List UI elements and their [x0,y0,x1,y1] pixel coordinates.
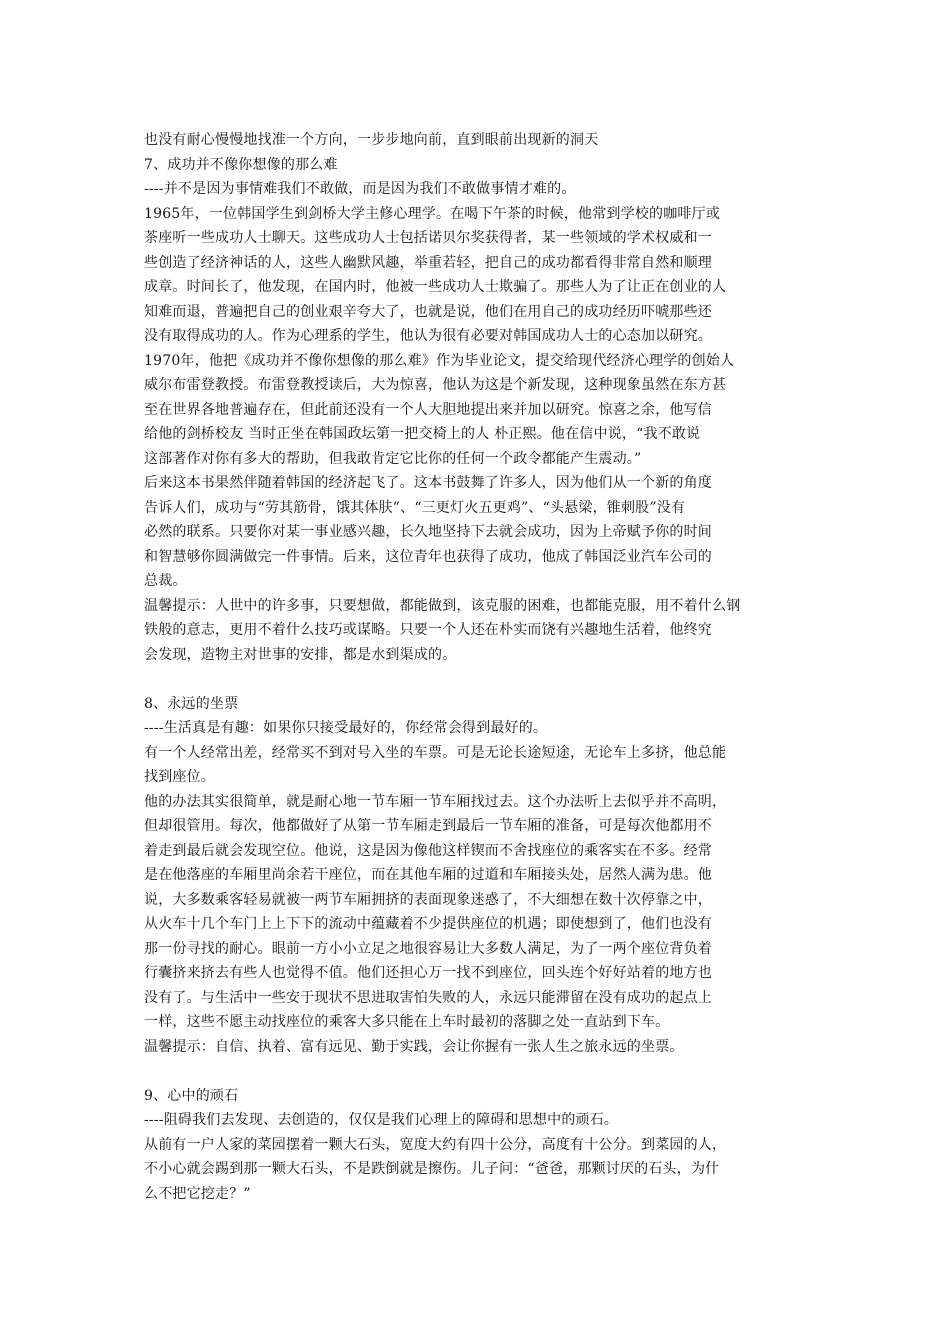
text-line: 7、成功并不像你想像的那么难 [144,156,338,173]
text-line: 从火车十几个车门上上下下的流动中蕴藏着不少提供座位的机遇；即使想到了，他们也没有 [144,916,712,932]
text-line: 知难而退，普遍把自己的创业艰辛夸大了，也就是说，他们在用自己的成功经历吓唬那些还 [144,303,712,320]
text-line: ----并不是因为事情难我们不敢做，而是因为我们不敢做事情才难的。 [144,181,576,197]
section-7-block [144,128,810,667]
text-line: 找到座位。 [144,769,215,785]
text-line: 也没有耐心慢慢地找准一个方向，一步步地向前，直到眼前出现新的洞天 [144,132,599,148]
text-line: 有一个人经常出差，经常买不到对号入坐的车票。可是无论长途短途，无论车上多挤，他总能 [144,744,727,761]
text-line: 一样，这些不愿主动找座位的乘客大多只能在上车时最初的落脚之处一直站到下车。 [144,1014,670,1030]
text-line: 8、永远的坐票 [144,695,239,712]
text-line: 茶座听一些成功人士聊天。这些成功人士包括诺贝尔奖获得者，某一些领域的学术权威和一 [144,230,712,246]
text-line: 后来这本书果然伴随着韩国的经济起飞了。这本书鼓舞了许多人，因为他们从一个新的角度 [144,475,712,491]
text-line: 会发现，造物主对世事的安排，都是水到渠成的。 [144,646,457,663]
text-line: 威尔布雷登教授。布雷登教授读后，大为惊喜，他认为这是个新发现，这种现象虽然在东方甚 [144,377,727,393]
text-line: 和智慧够你圆满做完一件事情。后来，这位青年也获得了成功，他成了韩国泛业汽车公司的 [144,548,712,565]
document-body [144,128,810,1206]
text-line: 1970年，他把《成功并不像你想像的那么难》作为毕业论文，提交给现代经济心理学的创始人 [144,352,735,369]
text-line: 必然的联系。只要你对某一事业感兴趣，长久地坚持下去就会成功，因为上帝赋予你的时间 [144,524,712,540]
section-9-block [144,1084,810,1207]
paragraph-gap [144,1059,810,1084]
text-line: ----生活真是有趣：如果你只接受最好的，你经常会得到最好的。 [144,720,548,736]
text-line: 告诉人们，成功与“劳其筋骨，饿其体肤”、“三更灯火五更鸡”、“头悬梁，锥刺股”没有 [144,499,686,516]
paragraph-gap [144,667,810,692]
text-line: 至在世界各地普遍存在，但此前还没有一个人大胆地提出来并加以研究。惊喜之余，他写信 [144,401,712,418]
text-line: 从前有一户人家的菜园摆着一颗大石头，宽度大约有四十公分，高度有十公分。到菜园的人， [144,1136,727,1153]
text-line: 1965年，一位韩国学生到剑桥大学主修心理学。在喝下午茶的时候，他常到学校的咖啡厅或 [144,205,721,222]
text-line: 温馨提示：自信、执着、富有远见、勤于实践，会让你握有一张人生之旅永远的坐票。 [144,1038,684,1055]
text-line: 是在他落座的车厢里尚余若干座位，而在其他车厢的过道和车厢接头处，居然人满为患。他 [144,867,712,883]
text-line: 着走到最后就会发现空位。他说，这是因为像他这样锲而不舍找座位的乘客实在不多。经常 [144,842,712,859]
text-line: ----阻碍我们去发现、去创造的，仅仅是我们心理上的障碍和思想中的顽石。 [144,1112,619,1128]
text-line: 温馨提示：人世中的许多事，只要想做，都能做到，该克服的困难，也都能克服，用不着什么钢 [144,597,741,614]
text-line: 说，大多数乘客轻易就被一两节车厢拥挤的表面现象迷惑了，不大细想在数十次停靠之中， [144,891,712,908]
text-line: 不小心就会踢到那一颗大石头，不是跌倒就是擦伤。儿子问：“爸爸，那颗讨厌的石头，为什 [144,1161,720,1177]
text-line: 成章。时间长了，他发现，在国内时，他被一些成功人士欺骗了。那些人为了让正在创业的人 [144,279,727,295]
text-line: 那一份寻找的耐心。眼前一方小小立足之地很容易让大多数人满足，为了一两个座位背负着 [144,940,712,957]
text-line: 些创造了经济神话的人，这些人幽默风趣，举重若轻，把自己的成功都看得非常自然和顺理 [144,254,712,271]
text-line: 行囊挤来挤去有些人也觉得不值。他们还担心万一找不到座位，回头连个好好站着的地方也 [144,965,712,981]
text-line: 铁般的意志，更用不着什么技巧或谋略。只要一个人还在朴实而饶有兴趣地生活着，他终究 [144,622,712,638]
text-line: 他的办法其实很简单，就是耐心地一节车厢一节车厢找过去。这个办法听上去似乎并不高明， [144,793,727,810]
section-8-block [144,692,810,1060]
text-line: 9、心中的顽石 [144,1087,239,1104]
text-line: 给他的剑桥校友 当时正坐在韩国政坛第一把交椅上的人 朴正熙。他在信中说，“我不敢说 [144,426,701,442]
text-line: 没有取得成功的人。作为心理系的学生，他认为很有必要对韩国成功人士的心态加以研究。 [144,328,712,344]
text-line: 这部著作对你有多大的帮助，但我敢肯定它比你的任何一个政令都能产生震动。” [144,450,642,467]
text-line: 总裁。 [144,573,187,589]
text-line: 么不把它挖走？” [144,1185,251,1202]
text-line: 但却很管用。每次，他都做好了从第一节车厢走到最后一节车厢的准备，可是每次他都用不 [144,818,712,834]
text-line: 没有了。与生活中一些安于现状不思进取害怕失败的人，永远只能滞留在没有成功的起点上 [144,989,712,1006]
